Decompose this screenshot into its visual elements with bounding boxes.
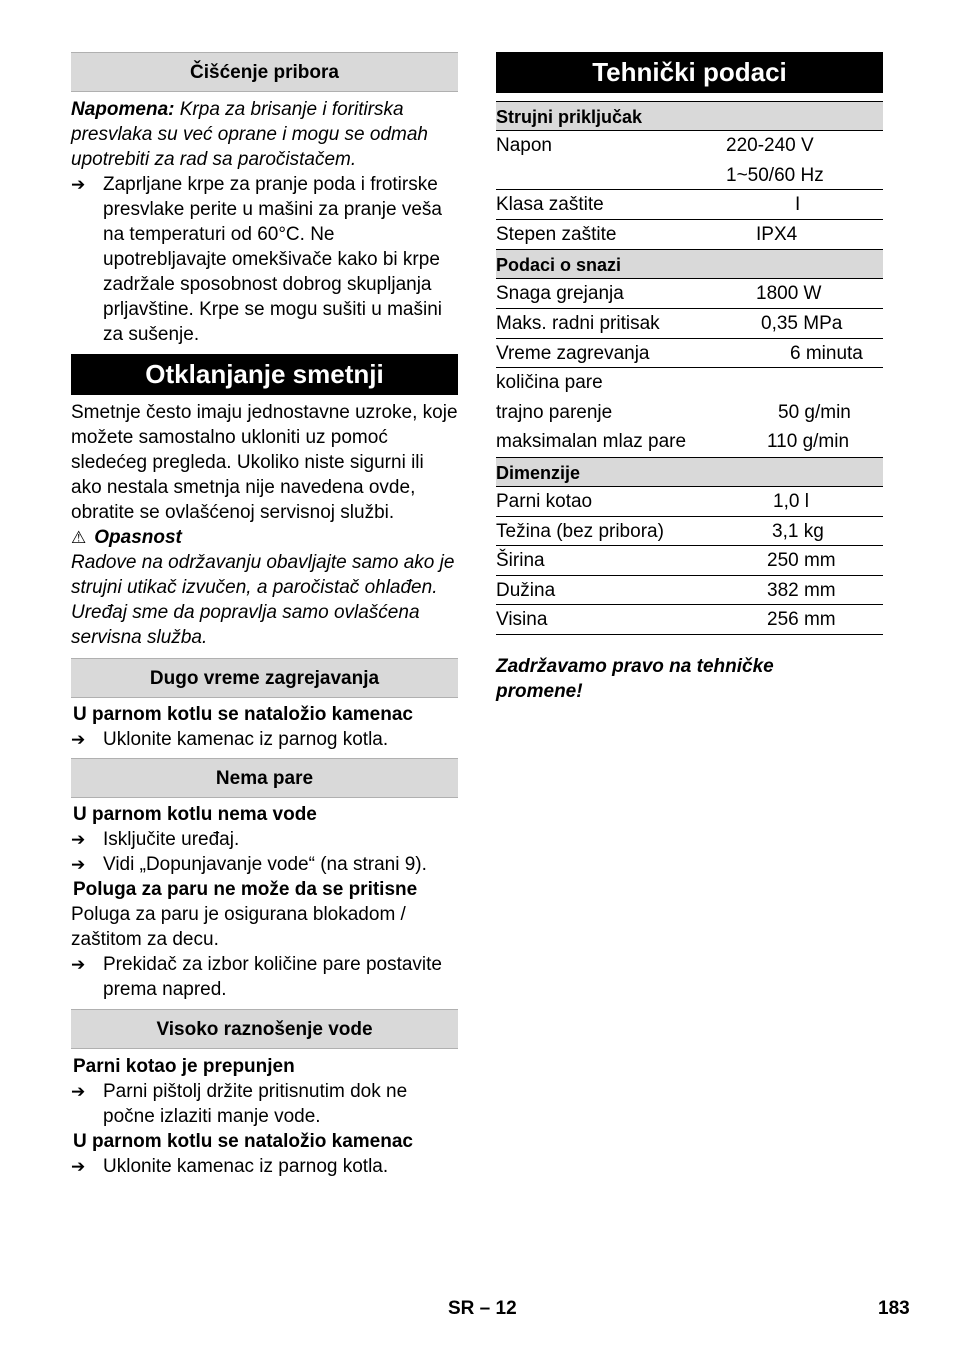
page-number: 183 — [878, 1298, 910, 1319]
section-heading-long-heating: Dugo vreme zagrejavanja — [71, 658, 458, 698]
table-row-weight — [496, 517, 883, 547]
row-value: 110 g/min — [767, 431, 850, 453]
row-label: Vreme zagrevanja — [496, 342, 650, 364]
danger-heading — [71, 525, 458, 550]
section-heading-technical-data: Tehnički podaci — [496, 52, 883, 93]
subheading-limescale-1: U parnom kotlu se nataložio kamenac — [73, 704, 413, 725]
row-value: 250 mm — [767, 550, 836, 572]
table-section-performance: Podaci o snazi — [496, 249, 883, 279]
row-value: 50 g/min — [778, 401, 851, 423]
steam-lever-text: Poluga za paru je osigurana blokadom / zaštitom za decu. — [71, 904, 406, 950]
row-label: Visina — [496, 609, 548, 631]
table-row-max-steam-burst — [496, 427, 883, 457]
danger-text-2: Uređaj sme da popravlja samo ovlašćena servisna služba. — [71, 602, 420, 648]
reserve-rights-note: Zadržavamo pravo na tehničke promene! — [496, 655, 774, 702]
table-row-protection-class — [496, 190, 883, 220]
table-row-voltage — [496, 131, 883, 161]
note-paragraph — [71, 97, 458, 172]
row-value: 0,35 MPa — [761, 312, 843, 334]
table-section-dimensions: Dimenzije — [496, 457, 883, 487]
row-label: trajno parenje — [496, 401, 613, 423]
row-label: Maks. radni pritisak — [496, 312, 660, 334]
step-switch-off — [71, 827, 458, 852]
left-column — [71, 52, 458, 1179]
row-value: 220-240 V — [726, 135, 814, 156]
danger-label: Opasnost — [94, 527, 182, 548]
right-arrow-icon: ➔ — [71, 855, 86, 874]
table-row-protection-degree — [496, 220, 883, 250]
right-arrow-icon: ➔ — [71, 730, 86, 749]
right-arrow-icon: ➔ — [71, 1157, 86, 1176]
right-arrow-icon: ➔ — [71, 175, 86, 194]
table-row-heating-time — [496, 339, 883, 369]
step-see-refill — [71, 852, 458, 877]
subheading-no-water: U parnom kotlu nema vode — [73, 804, 317, 825]
row-value: 1800 W — [756, 283, 822, 305]
row-label: Širina — [496, 550, 545, 572]
row-value: IPX4 — [756, 223, 798, 245]
table-row-max-pressure — [496, 309, 883, 339]
table-row-frequency — [496, 161, 883, 191]
step-text: Parni pištolj držite pritisnutim dok ne počne izlaziti manje vode. — [103, 1081, 408, 1127]
row-value: 382 mm — [767, 579, 836, 601]
table-row-height — [496, 605, 883, 635]
footer-section-label: SR – 12 — [448, 1298, 517, 1319]
row-label: Stepen zaštite — [496, 223, 617, 245]
troubleshooting-intro: Smetnje često imaju jednostavne uzroke, koje možete samostalno ukloniti uz pomoć sledećeg pregleda. Ukoliko niste sigurni ili ako nestala smetnja nije navedena ovde, obratite se ovlašćenoj servisnoj službi. — [71, 402, 458, 523]
note-text: Krpa za brisanje i foritirska presvlaka su već oprane i mogu se odmah upotrebiti za rad sa paročistačem. — [71, 99, 428, 170]
section-heading-no-steam: Nema pare — [71, 758, 458, 798]
step-remove-limescale-1 — [71, 727, 458, 752]
row-value: 6 minuta — [790, 342, 863, 364]
row-label: Težina (bez pribora) — [496, 520, 664, 542]
section-heading-water-spray: Visoko raznošenje vode — [71, 1009, 458, 1049]
row-value: 1~50/60 Hz — [726, 164, 824, 186]
table-row-heating-power — [496, 279, 883, 309]
step-text: Zaprljane krpe za pranje poda i frotirske presvlake perite u mašini za pranje veša na temperaturi od 60°C. Ne upotrebljavajte omekšivače kako bi krpe zadržale sposobnost dobrog skupljanja prljavštine. Krpe se mogu sušiti u mašini za sušenje. — [103, 174, 443, 345]
subheading-limescale-2: U parnom kotlu se nataložio kamenac — [73, 1131, 413, 1152]
step-hold-gun — [71, 1079, 458, 1129]
step-text: Vidi „Dopunjavanje vode“ (na strani 9). — [103, 854, 427, 875]
table-section-power-supply: Strujni priključak — [496, 101, 883, 131]
step-wash-cloths — [71, 172, 458, 347]
subheading-overfilled: Parni kotao je prepunjen — [73, 1056, 295, 1077]
row-value: 256 mm — [767, 609, 836, 631]
row-value: 3,1 kg — [772, 520, 824, 542]
table-row-boiler — [496, 487, 883, 517]
table-row-steam-amount — [496, 368, 883, 398]
row-value: I — [795, 194, 801, 216]
table-row-length — [496, 576, 883, 606]
step-text: Isključite uređaj. — [103, 829, 240, 850]
step-text: Uklonite kamenac iz parnog kotla. — [103, 729, 389, 750]
subheading-steam-lever: Poluga za paru ne može da se pritisne — [73, 879, 418, 900]
warning-triangle-icon: ⚠ — [71, 528, 87, 547]
right-column — [496, 52, 883, 704]
step-text: Uklonite kamenac iz parnog kotla. — [103, 1156, 389, 1177]
row-label: Dužina — [496, 579, 556, 601]
right-arrow-icon: ➔ — [71, 955, 86, 974]
row-label: Parni kotao — [496, 490, 593, 512]
section-heading-cleaning-accessories: Čišćenje pribora — [71, 52, 458, 92]
row-value: 1,0 l — [773, 490, 809, 512]
danger-text-1: Radove na održavanju obavljajte samo ako je strujni utikač izvučen, a paročistač ohlađen. — [71, 552, 455, 598]
table-row-width — [496, 546, 883, 576]
row-label: količina pare — [496, 372, 603, 394]
note-label: Napomena: — [71, 99, 175, 120]
row-label: Snaga grejanja — [496, 283, 624, 305]
row-label: Klasa zaštite — [496, 194, 604, 216]
right-arrow-icon: ➔ — [71, 1082, 86, 1101]
step-text: Prekidač za izbor količine pare postavite prema napred. — [103, 954, 443, 1000]
step-remove-limescale-2 — [71, 1154, 458, 1179]
right-arrow-icon: ➔ — [71, 830, 86, 849]
row-label: maksimalan mlaz pare — [496, 431, 687, 453]
section-heading-troubleshooting: Otklanjanje smetnji — [71, 354, 458, 395]
table-row-continuous-steam — [496, 398, 883, 428]
step-steam-selector — [71, 952, 458, 1002]
row-label: Napon — [496, 135, 552, 156]
